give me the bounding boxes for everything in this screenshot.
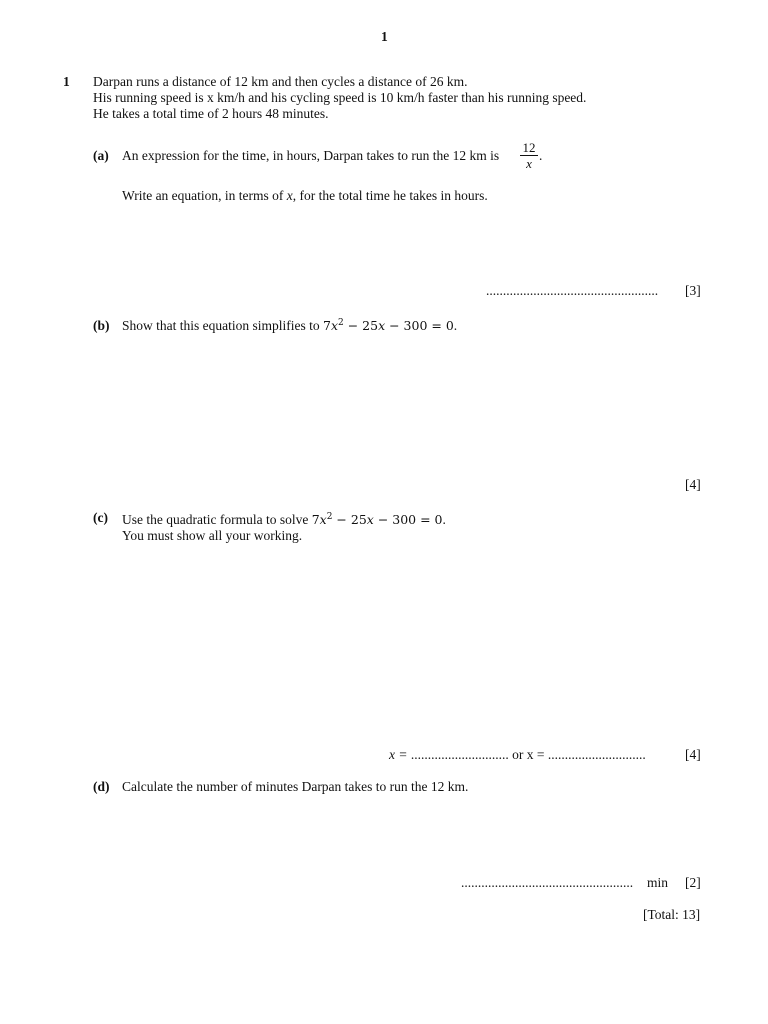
part-c-equation: $7x^2 - 25x - 300 = 0$ bbox=[311, 512, 443, 527]
page-number: 1 bbox=[381, 29, 388, 44]
total-marks: [Total: 13] bbox=[643, 907, 701, 922]
part-a-instruction-pre: Write an equation, in terms of bbox=[122, 188, 287, 203]
part-a-period: . bbox=[539, 148, 543, 163]
part-a-instruction-var: x bbox=[286, 188, 293, 203]
part-d-label: (d) bbox=[93, 779, 110, 794]
part-c-x1-label: x = bbox=[389, 747, 408, 762]
part-c-label: (c) bbox=[93, 510, 108, 525]
intro-line-2: His running speed is x km/h and his cycling speed is 10 km/h faster than his running speed. bbox=[93, 90, 587, 105]
part-c-or-label: or x = bbox=[512, 747, 545, 762]
part-a-marks: [3] bbox=[685, 283, 701, 298]
intro-line-3: He takes a total time of 2 hours 48 minutes. bbox=[93, 106, 329, 121]
intro-line-1: Darpan runs a distance of 12 km and then cycles a distance of 26 km. bbox=[93, 74, 468, 89]
part-d-marks: [2] bbox=[685, 875, 701, 890]
part-a-answer-line[interactable]: ................................................... bbox=[486, 283, 659, 298]
part-c-answer-2[interactable]: ............................. bbox=[547, 747, 646, 762]
part-a-label: (a) bbox=[93, 148, 109, 163]
part-b-text-body: Show that this equation simplifies to bbox=[122, 318, 320, 333]
part-d-answer-line[interactable]: ................................................... bbox=[461, 875, 634, 890]
part-b-text: Show that this equation simplifies to $7x^2 - 25x - 300 = 0$. bbox=[122, 318, 458, 333]
fraction-numerator: 12 bbox=[522, 140, 536, 155]
part-a-fraction bbox=[520, 141, 538, 170]
part-a-instruction bbox=[122, 188, 488, 204]
part-c-answer-1[interactable]: ............................. bbox=[410, 747, 509, 762]
part-c-instruction: You must show all your working. bbox=[122, 528, 303, 543]
part-b-label: (b) bbox=[93, 318, 110, 333]
fraction-denominator: x bbox=[526, 156, 532, 171]
part-a-text: An expression for the time, in hours, Darpan takes to run the 12 km is bbox=[122, 148, 500, 163]
part-b-equation: $7x^2 - 25x - 300 = 0$ bbox=[323, 318, 454, 333]
part-c-answer-row bbox=[389, 747, 646, 763]
part-d-text: Calculate the number of minutes Darpan takes to run the 12 km. bbox=[122, 779, 469, 794]
part-b-marks: [4] bbox=[685, 477, 701, 492]
question-number: 1 bbox=[63, 74, 70, 89]
part-c-marks: [4] bbox=[685, 747, 701, 762]
part-d-unit: min bbox=[647, 875, 669, 890]
part-a-instruction-post: , for the total time he takes in hours. bbox=[292, 188, 488, 203]
part-c-text: Use the quadratic formula to solve $7x^2 - 25x - 300 = 0$. bbox=[122, 512, 446, 527]
part-c-text-body: Use the quadratic formula to solve bbox=[122, 512, 309, 527]
